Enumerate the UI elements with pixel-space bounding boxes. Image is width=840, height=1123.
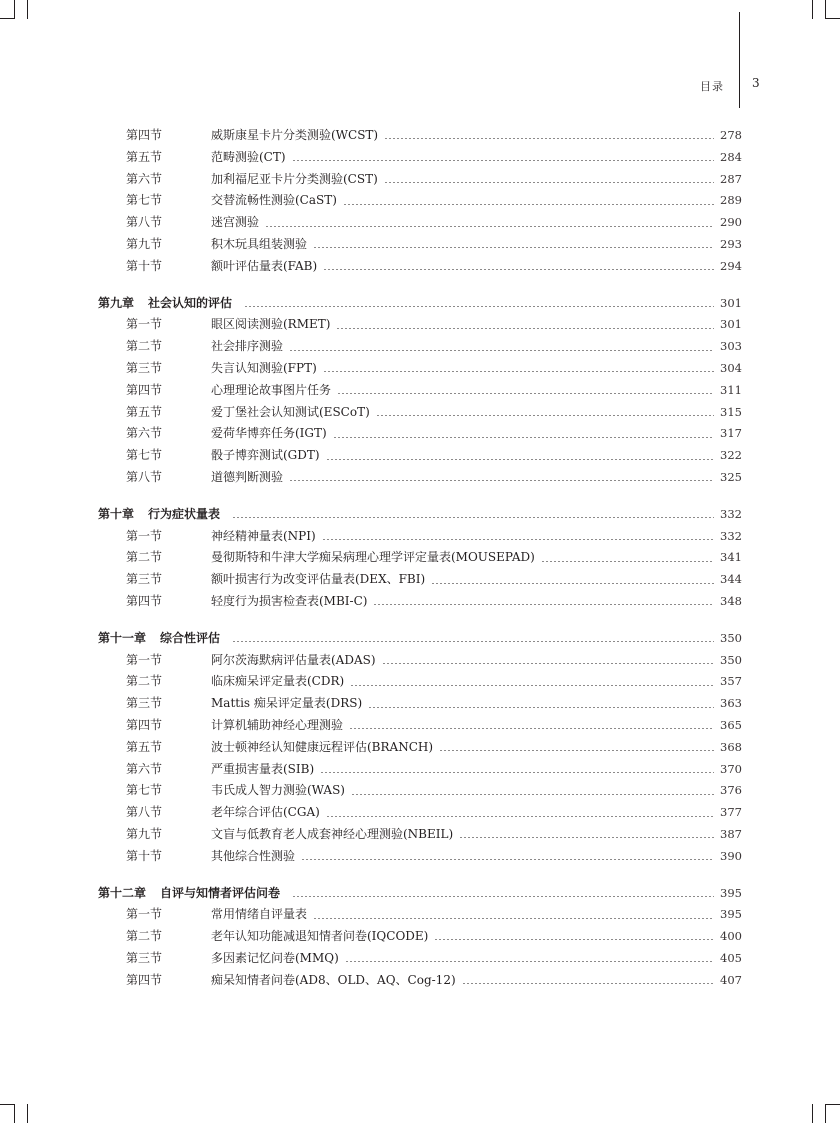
page-number: 311: [720, 382, 742, 397]
dot-leader: [301, 859, 714, 860]
page-number: 344: [720, 572, 742, 587]
toc-section-row[interactable]: [98, 169, 742, 191]
section-title: 其他综合性测验: [211, 848, 296, 863]
section-title: 老年认知功能减退知情者问卷(IQCODE): [211, 929, 429, 944]
dot-leader: [322, 539, 714, 540]
dot-leader: [382, 663, 714, 664]
toc-section-row[interactable]: [98, 715, 742, 737]
section-title: 加利福尼亚卡片分类测验(CST): [211, 171, 378, 186]
dot-leader: [373, 604, 714, 605]
section-label: 第四节: [126, 717, 163, 732]
section-label: 第七节: [126, 448, 163, 463]
page-number: 287: [720, 171, 742, 186]
toc-section-row[interactable]: [98, 402, 742, 424]
toc-section-row[interactable]: [98, 467, 742, 489]
table-of-contents: [98, 125, 742, 991]
chapter-title: 行为症状量表: [148, 506, 221, 521]
section-title: 多因素记忆问卷(MMQ): [211, 950, 339, 965]
crop-mark-tl-v1: [14, 0, 15, 19]
dot-leader: [333, 437, 714, 438]
section-title: Mattis 痴呆评定量表(DRS): [211, 696, 363, 711]
section-label: 第三节: [126, 360, 163, 375]
chapter-label: 第十一章: [98, 630, 147, 645]
page-number: 322: [720, 448, 742, 463]
toc-section-row[interactable]: [98, 759, 742, 781]
section-title: 严重损害量表(SIB): [211, 761, 315, 776]
toc-chapter-row[interactable]: [98, 293, 742, 315]
dot-leader: [349, 728, 714, 729]
crop-mark-tr-h: [826, 18, 840, 19]
toc-section-row[interactable]: [98, 970, 742, 992]
toc-section-row[interactable]: [98, 380, 742, 402]
toc-section-row[interactable]: [98, 591, 742, 613]
page-number: 284: [720, 149, 742, 164]
section-label: 第二节: [126, 339, 163, 354]
section-title: 心理理论故事图片任务: [211, 382, 332, 397]
dot-leader: [336, 328, 714, 329]
section-label: 第三节: [126, 950, 163, 965]
dot-leader: [292, 160, 714, 161]
page-number: 407: [720, 972, 742, 987]
section-label: 第一节: [126, 907, 163, 922]
dot-leader: [343, 204, 714, 205]
section-title: 文盲与低教育老人成套神经心理测验(NBEIL): [211, 826, 454, 841]
section-title: 爱丁堡社会认知测试(ESCoT): [211, 404, 370, 419]
crop-mark-br-h: [826, 1104, 840, 1105]
section-title: 骰子博弈测试(GDT): [211, 448, 320, 463]
crop-mark-tl-v2: [27, 0, 28, 19]
crop-mark-br-v1: [825, 1104, 826, 1123]
section-title: 曼彻斯特和牛津大学痴呆病理心理学评定量表(MOUSEPAD): [211, 550, 535, 565]
page-number: 332: [720, 506, 742, 521]
section-title: 额叶损害行为改变评估量表(DEX、FBI): [211, 572, 426, 587]
dot-leader: [232, 517, 714, 518]
chapter-title: 社会认知的评估: [148, 295, 233, 310]
section-label: 第七节: [126, 783, 163, 798]
page-number: 390: [720, 848, 742, 863]
dot-leader: [384, 138, 714, 139]
crop-mark-bl-h: [0, 1104, 14, 1105]
page-number: 395: [720, 907, 742, 922]
header-title: 目录: [700, 80, 724, 93]
page-number: 405: [720, 950, 742, 965]
section-title: 韦氏成人智力测验(WAS): [211, 783, 345, 798]
section-label: 第十节: [126, 848, 163, 863]
section-label: 第二节: [126, 929, 163, 944]
header-page-number: 3: [752, 76, 760, 90]
page-number: 376: [720, 783, 742, 798]
section-label: 第九节: [126, 236, 163, 251]
section-label: 第八节: [126, 469, 163, 484]
page-number: 365: [720, 717, 742, 732]
chapter-title: 综合性评估: [160, 630, 221, 645]
crop-mark-bl-v2: [27, 1104, 28, 1123]
section-label: 第四节: [126, 382, 163, 397]
section-label: 第六节: [126, 426, 163, 441]
crop-mark-tl-h: [0, 18, 14, 19]
section-label: 第三节: [126, 572, 163, 587]
page-number: 301: [720, 295, 742, 310]
page-number: 357: [720, 674, 742, 689]
dot-leader: [431, 583, 714, 584]
section-label: 第二节: [126, 674, 163, 689]
section-title: 威斯康星卡片分类测验(WCST): [211, 128, 379, 142]
page-number: 278: [720, 128, 742, 142]
toc-section-row[interactable]: [98, 212, 742, 234]
toc-section-row[interactable]: [98, 547, 742, 569]
toc-chapter-row[interactable]: [98, 504, 742, 526]
dot-leader: [289, 480, 714, 481]
dot-leader: [384, 182, 714, 183]
dot-leader: [323, 371, 714, 372]
section-title: 社会排序测验: [211, 339, 284, 354]
section-title: 常用情绪自评量表: [211, 907, 308, 922]
dot-leader: [434, 939, 714, 940]
toc-section-row[interactable]: [98, 780, 742, 802]
toc-section-row[interactable]: [98, 948, 742, 970]
section-label: 第七节: [126, 193, 163, 208]
dot-leader: [265, 226, 714, 227]
dot-leader: [232, 641, 714, 642]
dot-leader: [323, 269, 714, 270]
toc-chapter-row[interactable]: [98, 883, 742, 905]
page-number: 395: [720, 885, 742, 900]
page-number: 325: [720, 469, 742, 484]
page-number: 304: [720, 360, 742, 375]
dot-leader: [351, 794, 714, 795]
dot-leader: [289, 350, 714, 351]
page-number: 293: [720, 236, 742, 251]
section-title: 眼区阅读测验(RMET): [211, 317, 331, 332]
page-number: 294: [720, 258, 742, 273]
section-label: 第四节: [126, 593, 163, 608]
toc-section-row[interactable]: [98, 336, 742, 358]
page-number: 377: [720, 805, 742, 820]
dot-leader: [541, 561, 714, 562]
chapter-label: 第十章: [98, 506, 135, 521]
dot-leader: [313, 247, 714, 248]
section-title: 失言认知测验(FPT): [211, 360, 317, 375]
section-label: 第六节: [126, 171, 163, 186]
toc-section-row[interactable]: [98, 650, 742, 672]
dot-leader: [326, 816, 714, 817]
toc-section-row[interactable]: [98, 802, 742, 824]
dot-leader: [292, 896, 714, 897]
toc-chapter-row[interactable]: [98, 628, 742, 650]
dot-leader: [462, 983, 714, 984]
section-label: 第一节: [126, 652, 163, 667]
page-number: 350: [720, 652, 742, 667]
section-label: 第五节: [126, 739, 163, 754]
section-title: 爱荷华博弈任务(IGT): [211, 426, 327, 441]
page-number: 348: [720, 593, 742, 608]
section-label: 第一节: [126, 317, 163, 332]
section-label: 第五节: [126, 404, 163, 419]
section-label: 第十节: [126, 258, 163, 273]
page-number: 303: [720, 339, 742, 354]
page-number: 315: [720, 404, 742, 419]
toc-section-row[interactable]: [98, 314, 742, 336]
toc-section-row[interactable]: [98, 824, 742, 846]
section-label: 第二节: [126, 550, 163, 565]
chapter-label: 第十二章: [98, 885, 147, 900]
page-number: 289: [720, 193, 742, 208]
dot-leader: [350, 685, 714, 686]
section-label: 第三节: [126, 696, 163, 711]
toc-section-row[interactable]: [98, 445, 742, 467]
toc-section-row[interactable]: [98, 569, 742, 591]
section-title: 临床痴呆评定量表(CDR): [211, 674, 345, 689]
section-label: 第八节: [126, 805, 163, 820]
section-title: 道德判断测验: [211, 469, 284, 484]
page-number: 332: [720, 528, 742, 543]
crop-mark-tr-v2: [812, 0, 813, 19]
section-title: 计算机辅助神经心理测验: [211, 717, 344, 732]
dot-leader: [376, 415, 714, 416]
page-number: 290: [720, 215, 742, 230]
chapter-title: 自评与知情者评估问卷: [160, 885, 281, 900]
page-number: 363: [720, 696, 742, 711]
page-number: 301: [720, 317, 742, 332]
toc-section-row[interactable]: [98, 737, 742, 759]
toc-section-row[interactable]: [98, 693, 742, 715]
chapter-label: 第九章: [98, 295, 135, 310]
toc-section-row[interactable]: [98, 423, 742, 445]
dot-leader: [439, 750, 714, 751]
section-label: 第四节: [126, 128, 163, 142]
crop-mark-bl-v1: [14, 1104, 15, 1123]
toc-section-row[interactable]: [98, 190, 742, 212]
section-label: 第六节: [126, 761, 163, 776]
toc-section-row[interactable]: [98, 147, 742, 169]
section-title: 轻度行为损害检查表(MBI-C): [211, 593, 368, 608]
dot-leader: [459, 837, 714, 838]
dot-leader: [337, 393, 714, 394]
page-number: 341: [720, 550, 742, 565]
toc-section-row[interactable]: [98, 904, 742, 926]
crop-mark-br-v2: [812, 1104, 813, 1123]
dot-leader: [326, 459, 714, 460]
page-number: 317: [720, 426, 742, 441]
section-label: 第五节: [126, 149, 163, 164]
section-title: 阿尔茨海默病评估量表(ADAS): [211, 652, 376, 667]
dot-leader: [313, 918, 714, 919]
crop-mark-tr-v1: [825, 0, 826, 19]
toc-section-row[interactable]: [98, 234, 742, 256]
toc-section-row[interactable]: [98, 256, 742, 278]
section-title: 波士顿神经认知健康远程评估(BRANCH): [211, 739, 434, 754]
dot-leader: [368, 707, 714, 708]
section-title: 额叶评估量表(FAB): [211, 258, 318, 273]
section-title: 老年综合评估(CGA): [211, 805, 320, 820]
dot-leader: [345, 961, 714, 962]
toc-section-row[interactable]: [98, 358, 742, 380]
page-number: 370: [720, 761, 742, 776]
section-label: 第四节: [126, 972, 163, 987]
dot-leader: [320, 772, 714, 773]
page-number: 368: [720, 739, 742, 754]
header-rule: [739, 12, 740, 108]
toc-section-row[interactable]: [98, 526, 742, 548]
dot-leader: [244, 306, 714, 307]
toc-section-row[interactable]: [98, 671, 742, 693]
section-label: 第八节: [126, 215, 163, 230]
section-label: 第九节: [126, 826, 163, 841]
section-title: 范畴测验(CT): [211, 149, 286, 164]
section-label: 第一节: [126, 528, 163, 543]
page-number: 400: [720, 929, 742, 944]
toc-section-row[interactable]: [98, 926, 742, 948]
section-title: 交替流畅性测验(CaST): [211, 193, 337, 208]
page-number: 387: [720, 826, 742, 841]
page-number: 350: [720, 630, 742, 645]
toc-section-row[interactable]: [98, 846, 742, 868]
toc-section-row[interactable]: [98, 125, 742, 147]
section-title: 痴呆知情者问卷(AD8、OLD、AQ、Cog-12): [211, 972, 456, 987]
section-title: 迷宫测验: [211, 215, 260, 230]
section-title: 神经精神量表(NPI): [211, 528, 316, 543]
section-title: 积木玩具组装测验: [211, 236, 308, 251]
